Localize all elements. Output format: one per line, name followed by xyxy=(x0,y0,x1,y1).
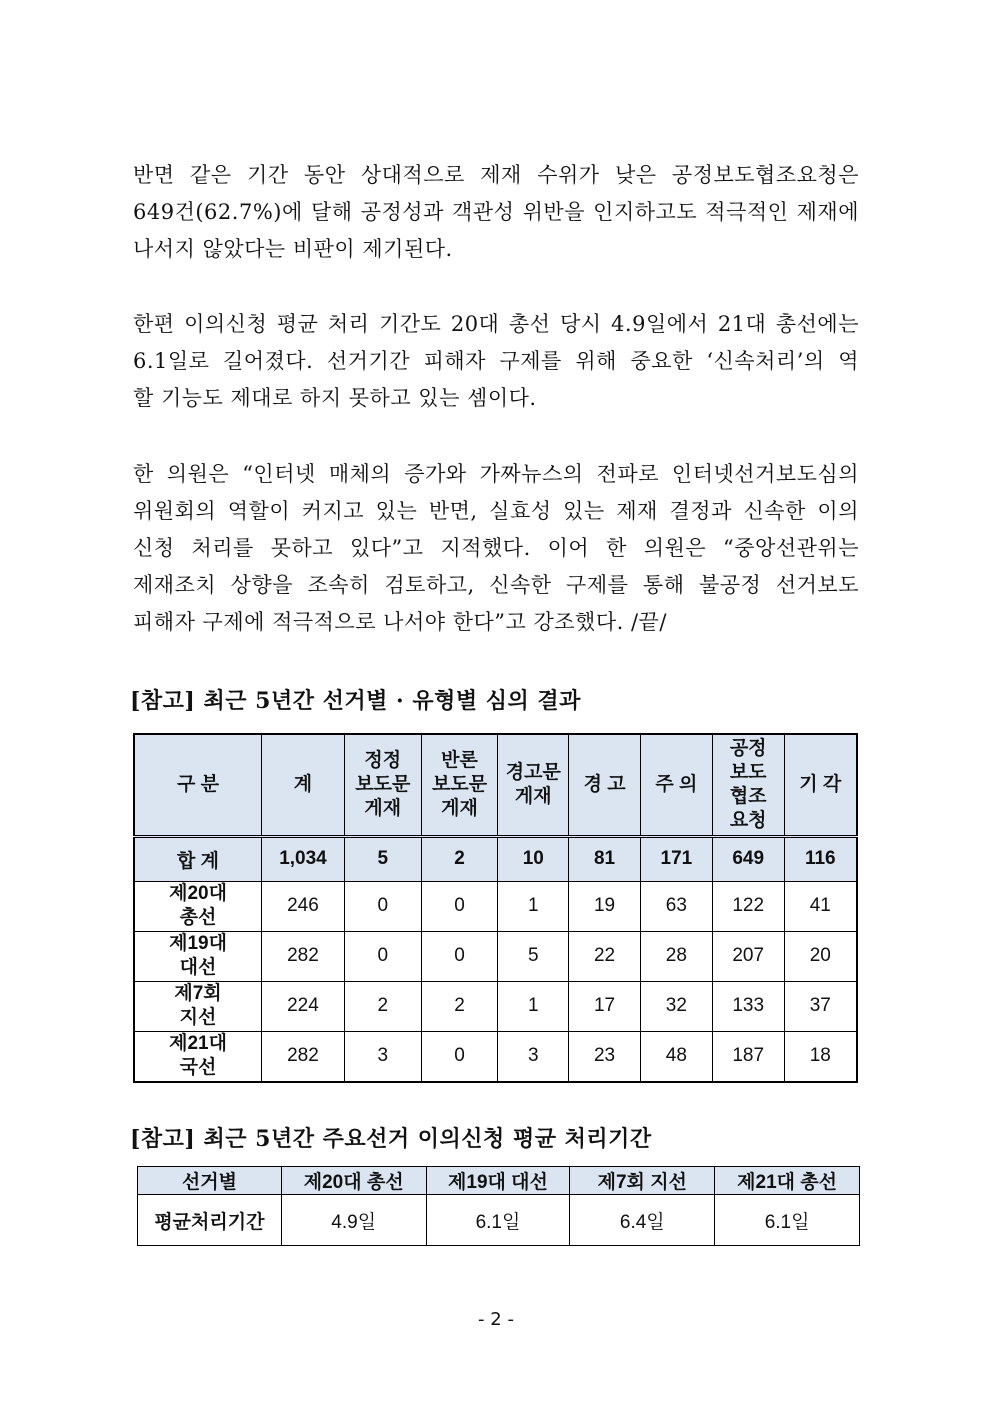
table-cell: 0 xyxy=(344,931,421,981)
table-cell: 17 xyxy=(569,981,641,1031)
table-cell: 0 xyxy=(421,1031,498,1082)
header-cell: 경 고 xyxy=(569,734,641,836)
table-cell: 116 xyxy=(784,836,857,881)
table-cell: 63 xyxy=(640,881,712,931)
header-cell: 공정 보도 협조 요청 xyxy=(712,734,784,836)
table-cell: 4.9일 xyxy=(281,1195,426,1246)
total-row xyxy=(134,836,857,881)
table-cell: 122 xyxy=(712,881,784,931)
paragraph-1 xyxy=(133,157,859,268)
header-cell: 구 분 xyxy=(134,734,262,836)
review-results-table xyxy=(133,733,858,1083)
table-cell: 649 xyxy=(712,836,784,881)
row-header-cell: 제7회 지선 xyxy=(134,981,262,1031)
table-cell: 1 xyxy=(498,881,569,931)
header-cell: 제21대 총선 xyxy=(715,1167,860,1195)
table-cell: 32 xyxy=(640,981,712,1031)
table-cell: 18 xyxy=(784,1031,857,1082)
table-cell: 6.1일 xyxy=(426,1195,570,1246)
table-cell: 22 xyxy=(569,931,641,981)
table-row xyxy=(134,981,857,1031)
row-header-cell: 제19대 대선 xyxy=(134,931,262,981)
table-cell: 48 xyxy=(640,1031,712,1082)
table-cell: 10 xyxy=(498,836,569,881)
table-cell: 282 xyxy=(262,931,345,981)
row-header-cell: 평균처리기간 xyxy=(138,1195,282,1246)
paragraph-2 xyxy=(133,306,859,417)
text-line: 제재조치 상향을 조속히 검토하고, 신속한 구제를 통해 불공정 선거보도 xyxy=(133,573,859,597)
table-cell: 3 xyxy=(498,1031,569,1082)
text-line: 한편 이의신청 평균 처리 기간도 20대 총선 당시 4.9일에서 21대 총선에는 xyxy=(133,312,859,336)
table-cell: 1,034 xyxy=(262,836,345,881)
row-header-cell: 제20대 총선 xyxy=(134,881,262,931)
table-cell: 2 xyxy=(421,836,498,881)
header-cell: 정정 보도문 게재 xyxy=(344,734,421,836)
table-cell: 20 xyxy=(784,931,857,981)
row-header-cell: 제21대 국선 xyxy=(134,1031,262,1082)
header-cell: 반론 보도문 게재 xyxy=(421,734,498,836)
table-cell: 5 xyxy=(498,931,569,981)
table-cell: 5 xyxy=(344,836,421,881)
text-line: 위원회의 역할이 커지고 있는 반면, 실효성 있는 제재 결정과 신속한 이의 xyxy=(133,499,859,523)
paragraph-3 xyxy=(133,456,859,641)
table-cell: 0 xyxy=(344,881,421,931)
text-line: 6.1일로 길어졌다. 선거기간 피해자 구제를 위해 중요한 ‘신속처리’의 역 xyxy=(133,349,859,373)
text-line: 한 의원은 “인터넷 매체의 증가와 가짜뉴스의 전파로 인터넷선거보도심의 xyxy=(133,462,859,486)
table-cell: 0 xyxy=(421,881,498,931)
table-cell: 6.4일 xyxy=(570,1195,715,1246)
table-cell: 1 xyxy=(498,981,569,1031)
table-cell: 171 xyxy=(640,836,712,881)
table-row xyxy=(134,931,857,981)
table1-heading: [참고] 최근 5년간 선거별 · 유형별 심의 결과 xyxy=(130,688,581,714)
table-cell: 133 xyxy=(712,981,784,1031)
table2-heading: [참고] 최근 5년간 주요선거 이의신청 평균 처리기간 xyxy=(130,1126,652,1152)
header-cell: 제20대 총선 xyxy=(281,1167,426,1195)
table-cell: 187 xyxy=(712,1031,784,1082)
table-cell: 19 xyxy=(569,881,641,931)
processing-period-table xyxy=(137,1166,860,1246)
table-row xyxy=(134,1031,857,1082)
text-line: 나서지 않았다는 비판이 제기된다. xyxy=(133,237,453,261)
page-number: - 2 - xyxy=(478,1309,514,1330)
table-row xyxy=(138,1195,860,1246)
table-cell: 6.1일 xyxy=(715,1195,860,1246)
table-cell: 207 xyxy=(712,931,784,981)
table-header-row xyxy=(134,734,857,836)
text-line: 피해자 구제에 적극적으로 나서야 한다”고 강조했다. /끝/ xyxy=(133,610,667,634)
table-header-row xyxy=(138,1167,860,1195)
table-cell: 23 xyxy=(569,1031,641,1082)
table-cell: 246 xyxy=(262,881,345,931)
table-cell: 합 계 xyxy=(134,836,262,881)
table-cell: 3 xyxy=(344,1031,421,1082)
table-cell: 0 xyxy=(421,931,498,981)
table-cell: 224 xyxy=(262,981,345,1031)
header-cell: 제19대 대선 xyxy=(426,1167,570,1195)
table-cell: 37 xyxy=(784,981,857,1031)
header-cell: 선거별 xyxy=(138,1167,282,1195)
header-cell: 경고문 게재 xyxy=(498,734,569,836)
header-cell: 기 각 xyxy=(784,734,857,836)
table-cell: 81 xyxy=(569,836,641,881)
table-cell: 2 xyxy=(421,981,498,1031)
table-cell: 28 xyxy=(640,931,712,981)
table-cell: 282 xyxy=(262,1031,345,1082)
text-line: 할 기능도 제대로 하지 못하고 있는 셈이다. xyxy=(133,386,537,410)
table-row xyxy=(134,881,857,931)
text-line: 신청 처리를 못하고 있다”고 지적했다. 이어 한 의원은 “중앙선관위는 xyxy=(133,536,859,560)
table-cell: 2 xyxy=(344,981,421,1031)
header-cell: 계 xyxy=(262,734,345,836)
header-cell: 주 의 xyxy=(640,734,712,836)
text-line: 반면 같은 기간 동안 상대적으로 제재 수위가 낮은 공정보도협조요청은 xyxy=(133,163,859,187)
header-cell: 제7회 지선 xyxy=(570,1167,715,1195)
text-line: 649건(62.7%)에 달해 공정성과 객관성 위반을 인지하고도 적극적인 제재에 xyxy=(133,200,859,224)
table-cell: 41 xyxy=(784,881,857,931)
